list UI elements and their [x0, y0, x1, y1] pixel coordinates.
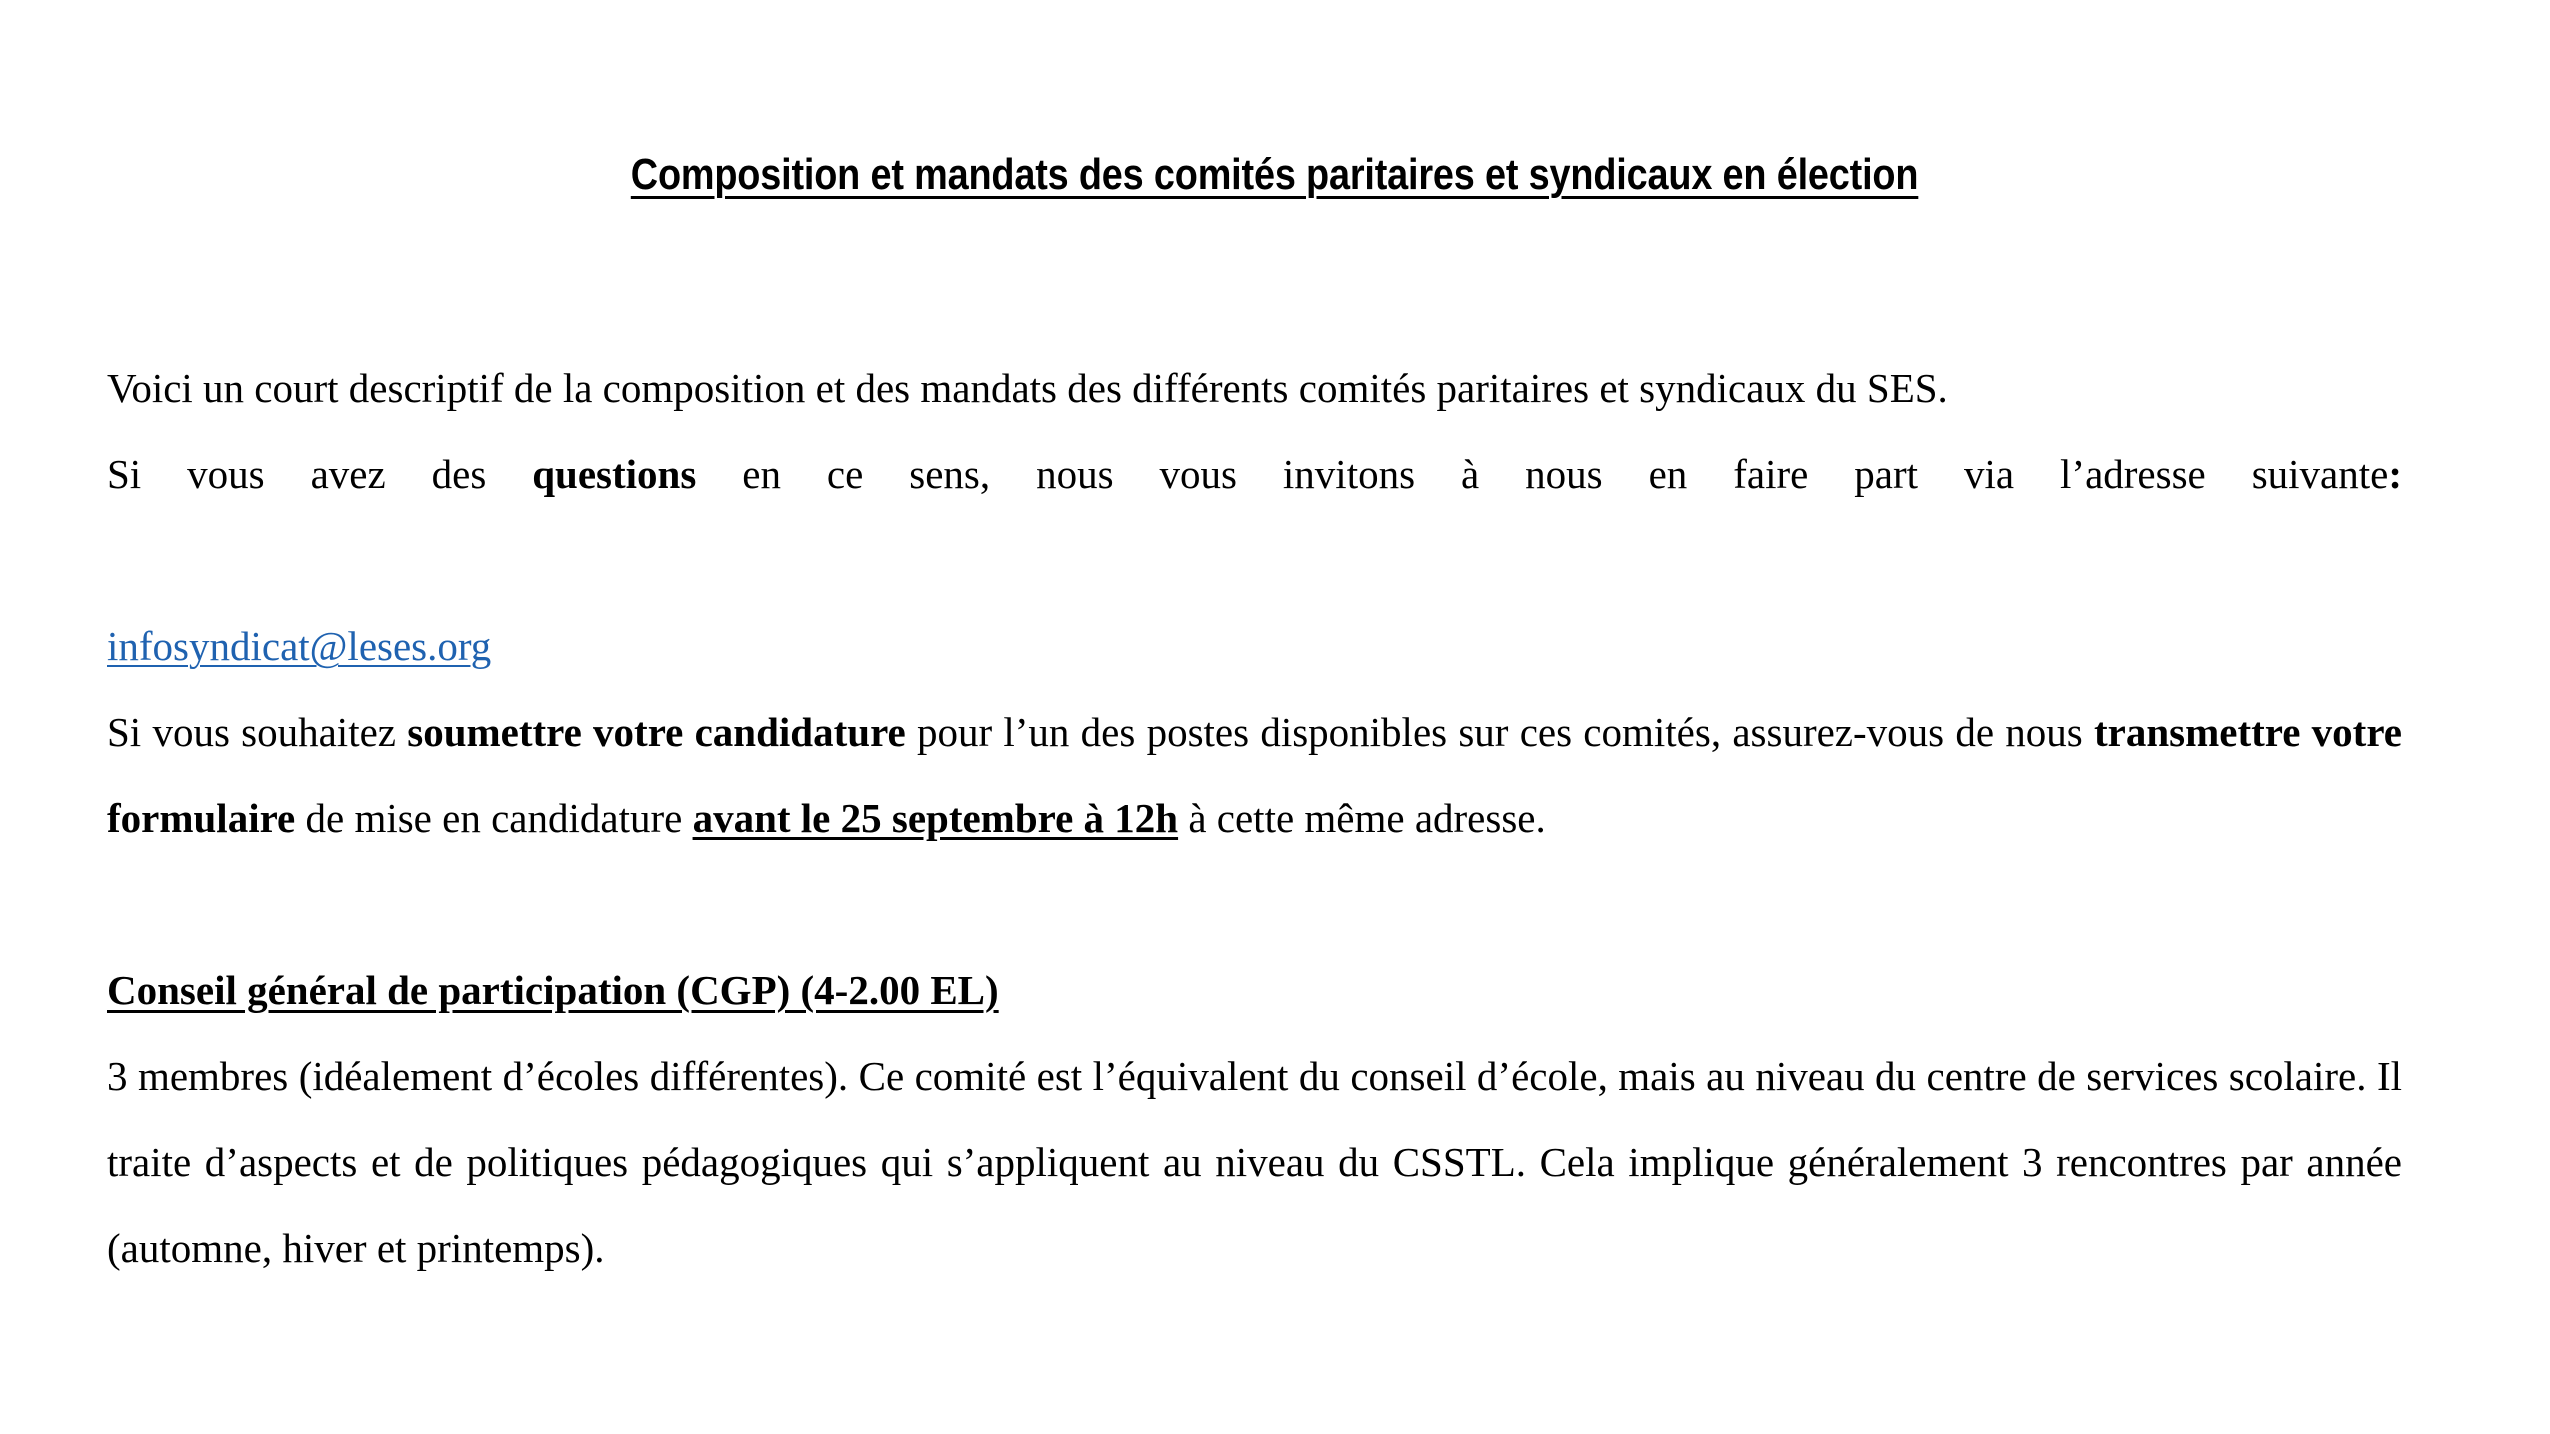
email-link[interactable]: infosyndicat@leses.org	[107, 623, 492, 669]
candidature-middle-2: de mise en candidature	[295, 795, 693, 841]
candidature-middle: pour l’un des postes disponibles sur ces comités, assurez-vous de nous	[905, 709, 2095, 755]
page-title-container	[0, 150, 2550, 201]
section-heading-cgp-text: Conseil général de participation (CGP) (4-2.00 EL)	[107, 967, 999, 1013]
intro-emphasis-questions: questions	[532, 451, 697, 497]
intro-line-2-prefix: Si vous avez des	[107, 451, 533, 497]
intro-line-2-suffix: en ce sens, nous vous invitons à nous en faire part via l’adresse suivante	[696, 451, 2389, 497]
intro-line-2-colon: :	[2388, 451, 2402, 497]
intro-paragraph-3	[107, 689, 2402, 861]
section-body-cgp	[107, 1033, 2402, 1291]
intro-paragraph-1	[107, 345, 2402, 431]
deadline-emphasis: avant le 25 septembre à 12h	[692, 795, 1179, 841]
document-body	[107, 345, 2402, 1291]
page-title: Composition et mandats des comités paritaires et syndicaux en élection	[631, 150, 1919, 199]
intro-emphasis-candidature: soumettre votre candidature	[407, 709, 906, 755]
intro-line-1-text: Voici un court descriptif de la composition et des mandats des différents comités paritaires et syndicaux du SES.	[107, 365, 1948, 411]
candidature-prefix: Si vous souhaitez	[107, 709, 408, 755]
candidature-tail: à cette même adresse.	[1178, 795, 1546, 841]
section-body-cgp-text: 3 membres (idéalement d’écoles différentes). Ce comité est l’équivalent du conseil d’école, mais au niveau du centre de services scolaire. Il traite d’aspects et de politiques pédagogiques qui s’appliquent au niveau du CSSTL. Cela implique généralement 3 rencontres par année (automne, hiver et printemps).	[107, 1053, 2402, 1271]
section-heading-cgp	[107, 947, 2402, 1033]
intro-paragraph-2	[107, 431, 2402, 603]
intro-emphasis-formulaire: transmettre votre formulaire	[107, 709, 2402, 841]
email-link-line	[107, 603, 2402, 689]
paragraph-spacer	[107, 861, 2402, 947]
